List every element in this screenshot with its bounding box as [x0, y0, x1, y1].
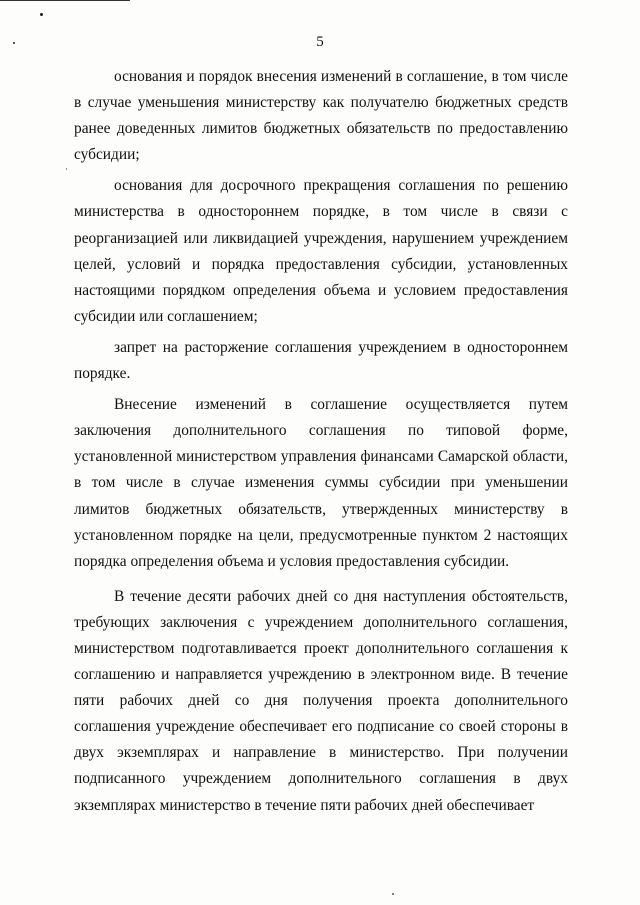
paragraph-termination-grounds: основания для досрочного прекращения соглашения по решению министерства в одностороннем порядке, в том числе в связи с реорганизацией или ликвидацией учреждения, нарушением учреждением целей, условий и порядка предоставления субсидии, установленных настоящими порядком определения объема и условием предоставления субсидии или соглашением;: [74, 177, 568, 325]
body-text: [74, 64, 568, 819]
page-number: 5: [316, 34, 324, 50]
paragraph-additional-agreement: В течение десяти рабочих дней со дня наступления обстоятельств, требующих заключения с учреждением дополнительного соглашения, министерством подготавливается проект дополнительного соглашения к соглашению и направляется учреждению в электронном виде. В течение пяти рабочих дней со дня получения проекта дополнительного соглашения учреждение обеспечивает его подписание со своей стороны в двух экземплярах и направление в министерство. При получении подписанного учреждением дополнительного соглашения в двух экземплярах министерство в течение пяти рабочих дней обеспечивает: [74, 587, 568, 814]
scan-speck: [66, 168, 67, 170]
paragraph-termination-prohibition: запрет на расторжение соглашения учреждением в одностороннем порядке.: [74, 338, 568, 383]
scan-speck: [392, 893, 394, 895]
paragraph-amendment-grounds: основания и порядок внесения изменений в соглашение, в том числе в случае уменьшения министерству как получателю бюджетных средств ранее доведенных лимитов бюджетных обязательств по предоставлению субсидии;: [74, 68, 568, 164]
top-edge-rule: [0, 0, 130, 1]
paragraph-amendment-procedure: Внесение изменений в соглашение осуществляется путем заключения дополнительного соглашения по типовой форме, установленной министерством управления финансами Самарской области, в том числе в случае изменения суммы субсидии при уменьшении лимитов бюджетных обязательств, утвержденных министерству в установленном порядке на цели, предусмотренные пунктом 2 настоящих порядка определения объема и условия предоставления субсидии.: [74, 396, 568, 570]
scan-speck: [40, 13, 43, 16]
